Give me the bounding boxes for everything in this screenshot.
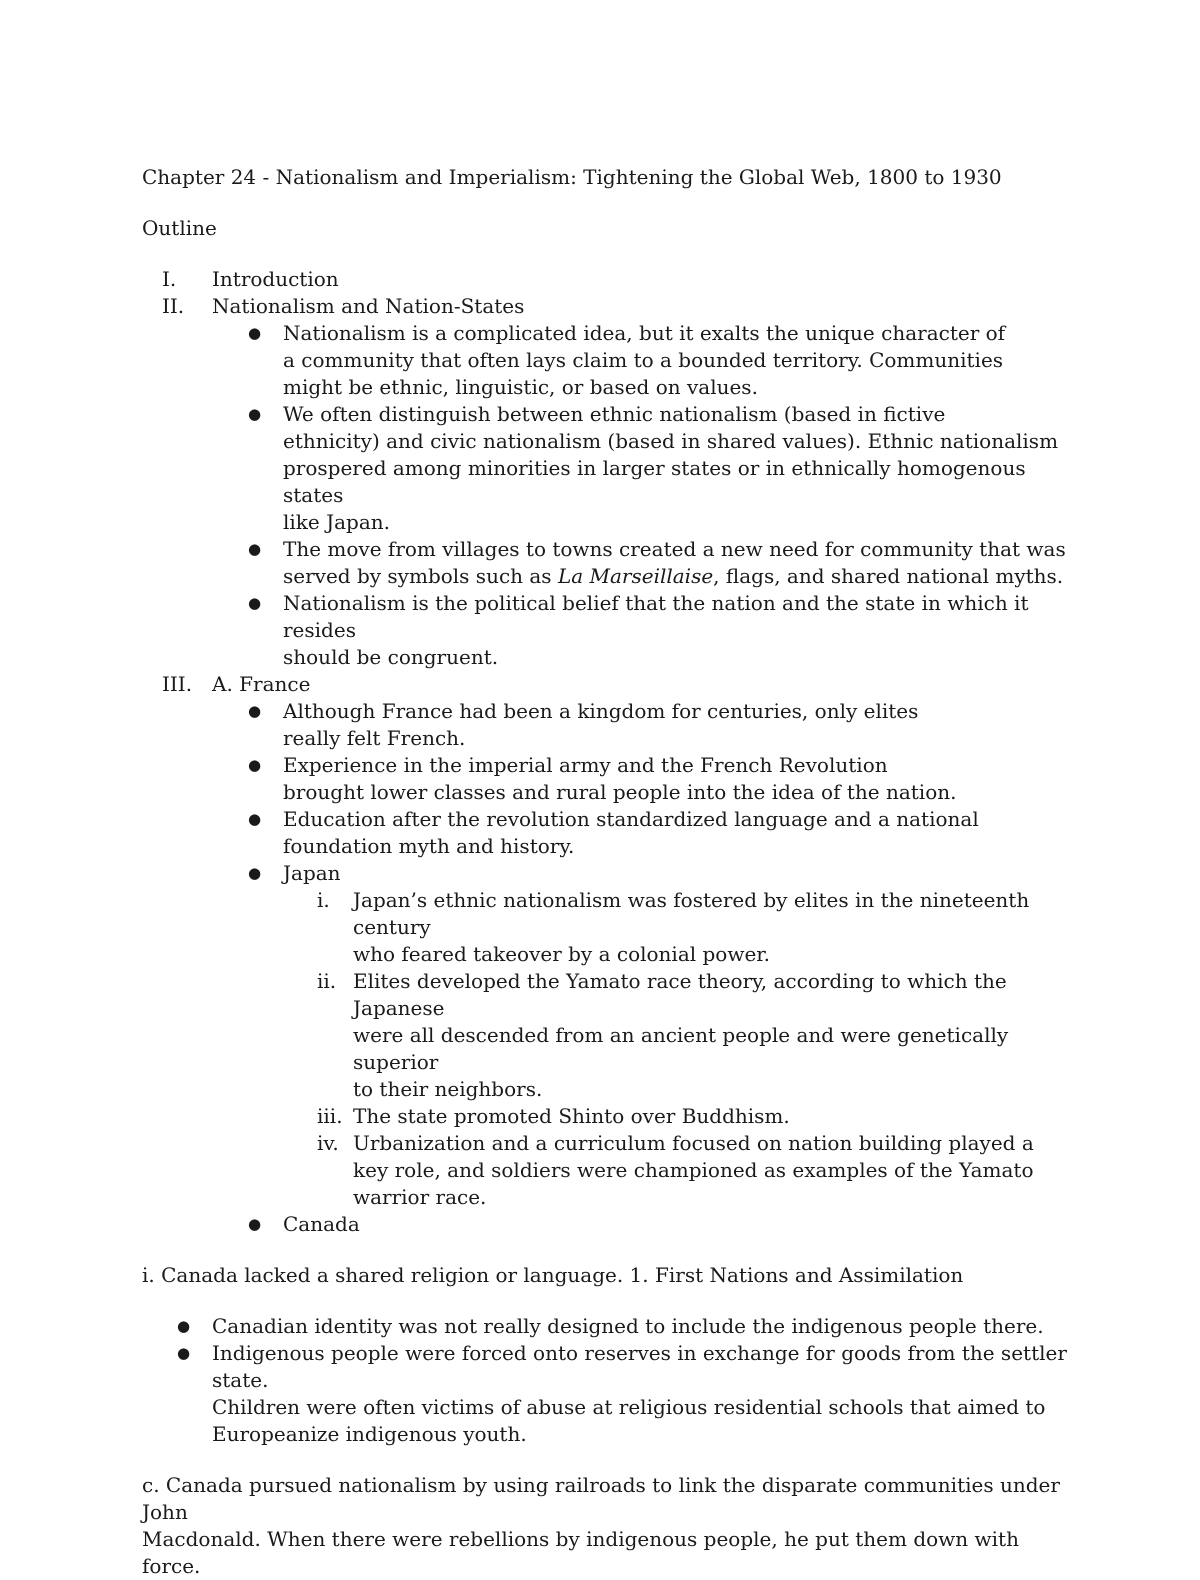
first-nations-list [142, 1313, 1072, 1448]
bullet-line: The move from villages to towns created a new need for community that was [283, 537, 1066, 561]
bullet-item [142, 752, 1072, 806]
page-title: Chapter 24 - Nationalism and Imperialism: Tightening the Global Web, 1800 to 1930 [142, 165, 1002, 189]
bullet-line: foundation myth and history. [283, 834, 575, 858]
bullet-item [142, 1340, 1072, 1448]
sub-numeral: i. [317, 888, 330, 912]
sub-numeral: ii. [317, 969, 337, 993]
sub-numeral: iii. [317, 1104, 343, 1128]
outline-item-nationalism [142, 293, 1072, 320]
roman-numeral: III. [162, 672, 193, 696]
bullet-line: prospered among minorities in larger states or in ethnically homogenous states [283, 456, 1026, 507]
bullet-line: Experience in the imperial army and the French Revolution [283, 753, 888, 777]
sub-line: The state promoted Shinto over Buddhism. [353, 1104, 790, 1128]
bullet-icon: ● [248, 756, 262, 774]
bullet-item [142, 320, 1072, 401]
bullet-item [142, 590, 1072, 671]
outline-heading: Outline [142, 216, 217, 240]
bullet-line: like Japan. [283, 510, 391, 534]
bullet-line: ethnicity) and civic nationalism (based in shared values). Ethnic nationalism [283, 429, 1059, 453]
sub-line: Japan’s ethnic nationalism was fostered by elites in the nineteenth century [353, 888, 1030, 939]
bullet-icon: ● [248, 702, 262, 720]
bullet-icon: ● [248, 864, 262, 882]
sub-line: Urbanization and a curriculum focused on nation building played a [353, 1131, 1034, 1155]
sub-item [142, 1130, 1072, 1211]
bullet-item [142, 806, 1072, 860]
bullet-line: brought lower classes and rural people into the idea of the nation. [283, 780, 957, 804]
song-title: La Marseillaise [557, 564, 714, 588]
bullet-line: Children were often victims of abuse at religious residential schools that aimed to [212, 1395, 1046, 1419]
outline-item-introduction [142, 266, 1072, 293]
sub-line: Elites developed the Yamato race theory, according to which the Japanese [353, 969, 1007, 1020]
bullet-item [142, 401, 1072, 536]
sub-line: to their neighbors. [353, 1077, 543, 1101]
outline-list [142, 266, 1072, 1238]
sub-item [142, 968, 1072, 1103]
canada-paragraph: i. Canada lacked a shared religion or language. 1. First Nations and Assimilation [142, 1263, 964, 1287]
sub-line: were all descended from an ancient people and were genetically superior [353, 1023, 1009, 1074]
bullet-item [142, 1313, 1072, 1340]
bullet-line: Although France had been a kingdom for centuries, only elites [283, 699, 919, 723]
paragraph-line: c. Canada pursued nationalism by using railroads to link the disparate communities under John [142, 1473, 1060, 1524]
bullet-line: Europeanize indigenous youth. [212, 1422, 527, 1446]
closing-paragraph [142, 1472, 1072, 1580]
roman-numeral: II. [162, 294, 185, 318]
sub-numeral: iv. [317, 1131, 339, 1155]
bullet-icon: ● [248, 1215, 262, 1233]
sub-item [142, 1103, 1072, 1130]
bullet-line: should be congruent. [283, 645, 499, 669]
bullet-line: Nationalism is the political belief that the nation and the state in which it resides [283, 591, 1029, 642]
bullet-item-canada [142, 1211, 1072, 1238]
bullet-line: Canadian identity was not really designed to include the indigenous people there. [212, 1314, 1044, 1338]
bullet-line: Education after the revolution standardized language and a national [283, 807, 979, 831]
outline-item-label: Nationalism and Nation-States [212, 294, 525, 318]
sub-line: key role, and soldiers were championed as examples of the Yamato [353, 1158, 1034, 1182]
bullet-item [142, 536, 1072, 590]
outline-item-label: Introduction [212, 267, 339, 291]
paragraph-line: Macdonald. When there were rebellions by indigenous people, he put them down with force. [142, 1527, 1019, 1578]
bullet-line: Japan [283, 861, 341, 885]
bullet-line: We often distinguish between ethnic nationalism (based in fictive [283, 402, 946, 426]
sub-line: who feared takeover by a colonial power. [353, 942, 771, 966]
bullet-icon: ● [248, 810, 262, 828]
bullet-line: really felt French. [283, 726, 466, 750]
outline-item-france [142, 671, 1072, 698]
bullet-line: a community that often lays claim to a bounded territory. Communities [283, 348, 1004, 372]
bullet-line [283, 563, 1072, 590]
outline-item-label: A. France [212, 672, 311, 696]
bullet-icon: ● [248, 324, 262, 342]
bullet-icon: ● [248, 594, 262, 612]
bullet-item-japan [142, 860, 1072, 887]
document-body [142, 164, 1072, 1580]
roman-numeral: I. [162, 267, 177, 291]
bullet-icon: ● [248, 540, 262, 558]
bullet-icon: ● [177, 1344, 191, 1362]
sub-line: warrior race. [353, 1185, 487, 1209]
sub-item [142, 887, 1072, 968]
bullet-line: Nationalism is a complicated idea, but it exalts the unique character of [283, 321, 1006, 345]
bullet-item [142, 698, 1072, 752]
bullet-icon: ● [248, 405, 262, 423]
text-segment: served by symbols such as [283, 564, 558, 588]
bullet-line: Indigenous people were forced onto reserves in exchange for goods from the settler state. [212, 1341, 1067, 1392]
text-segment: , flags, and shared national myths. [713, 564, 1064, 588]
bullet-line: Canada [283, 1212, 360, 1236]
bullet-icon: ● [177, 1317, 191, 1335]
bullet-line: might be ethnic, linguistic, or based on values. [283, 375, 758, 399]
